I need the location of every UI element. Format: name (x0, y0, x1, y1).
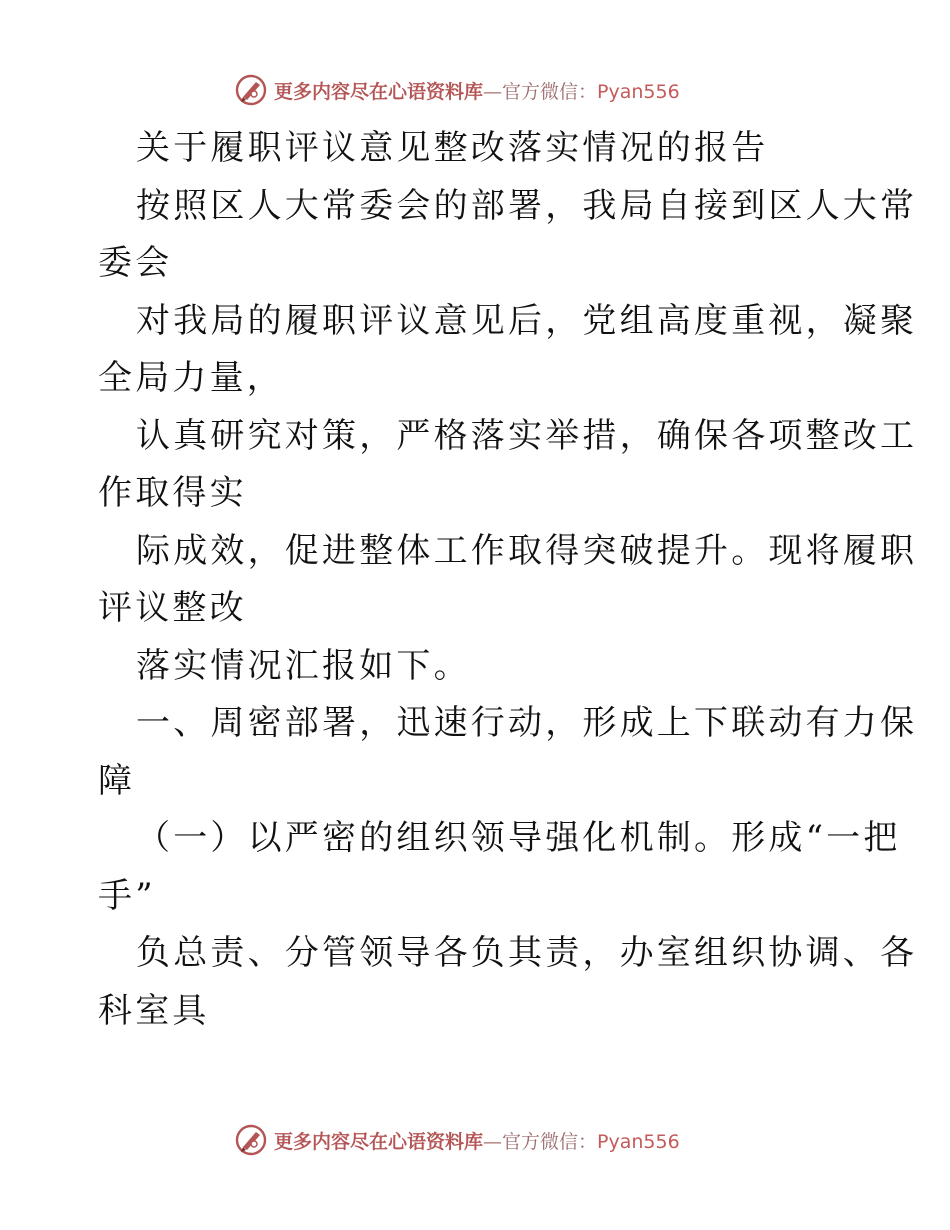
watermark-dash: — (483, 80, 503, 103)
document-line: 手” (98, 875, 156, 916)
document-line: 全局力量， (98, 358, 284, 398)
watermark-brand: 更多内容尽在心语资料库 (274, 1130, 484, 1153)
document-line: 负总责、分管领导各负其责，办室组织协调、各 (136, 933, 918, 973)
document-line: 落实情况汇报如下。 (136, 645, 471, 686)
document-line: 科室具 (98, 990, 210, 1031)
document-line: 认真研究对策，严格落实举措，确保各项整改工 (136, 415, 918, 456)
pen-seal-icon (234, 73, 268, 107)
document-line: 委会 (98, 243, 173, 283)
watermark-dash: — (483, 1130, 503, 1153)
watermark-label: 官方微信： (502, 80, 598, 103)
document-line: 对我局的履职评议意见后，党组高度重视，凝聚 (136, 300, 918, 341)
document-line: 评议整改 (98, 588, 247, 628)
header-watermark (234, 70, 680, 110)
watermark-brand: 更多内容尽在心语资料库 (274, 80, 484, 103)
document-line: 际成效，促进整体工作取得突破提升。现将履职 (136, 530, 918, 571)
watermark-text (274, 1127, 680, 1154)
pen-seal-icon (234, 1123, 268, 1157)
watermark-wechat-id: Pyan556 (597, 80, 680, 103)
watermark-label: 官方微信： (502, 1130, 598, 1153)
watermark-wechat-id: Pyan556 (597, 1130, 680, 1153)
document-line: 障 (98, 760, 136, 801)
document-line: 关于履职评议意见整改落实情况的报告 (136, 128, 769, 168)
footer-watermark (234, 1120, 680, 1160)
document-line: 一、周密部署，迅速行动，形成上下联动有力保 (136, 703, 918, 743)
document-line: （一）以严密的组织领导强化机制。形成“一把 (136, 818, 901, 858)
document-body (98, 120, 918, 1040)
watermark-text (274, 77, 680, 104)
document-line: 按照区人大常委会的部署，我局自接到区人大常 (136, 185, 918, 226)
document-line: 作取得实 (98, 473, 247, 513)
